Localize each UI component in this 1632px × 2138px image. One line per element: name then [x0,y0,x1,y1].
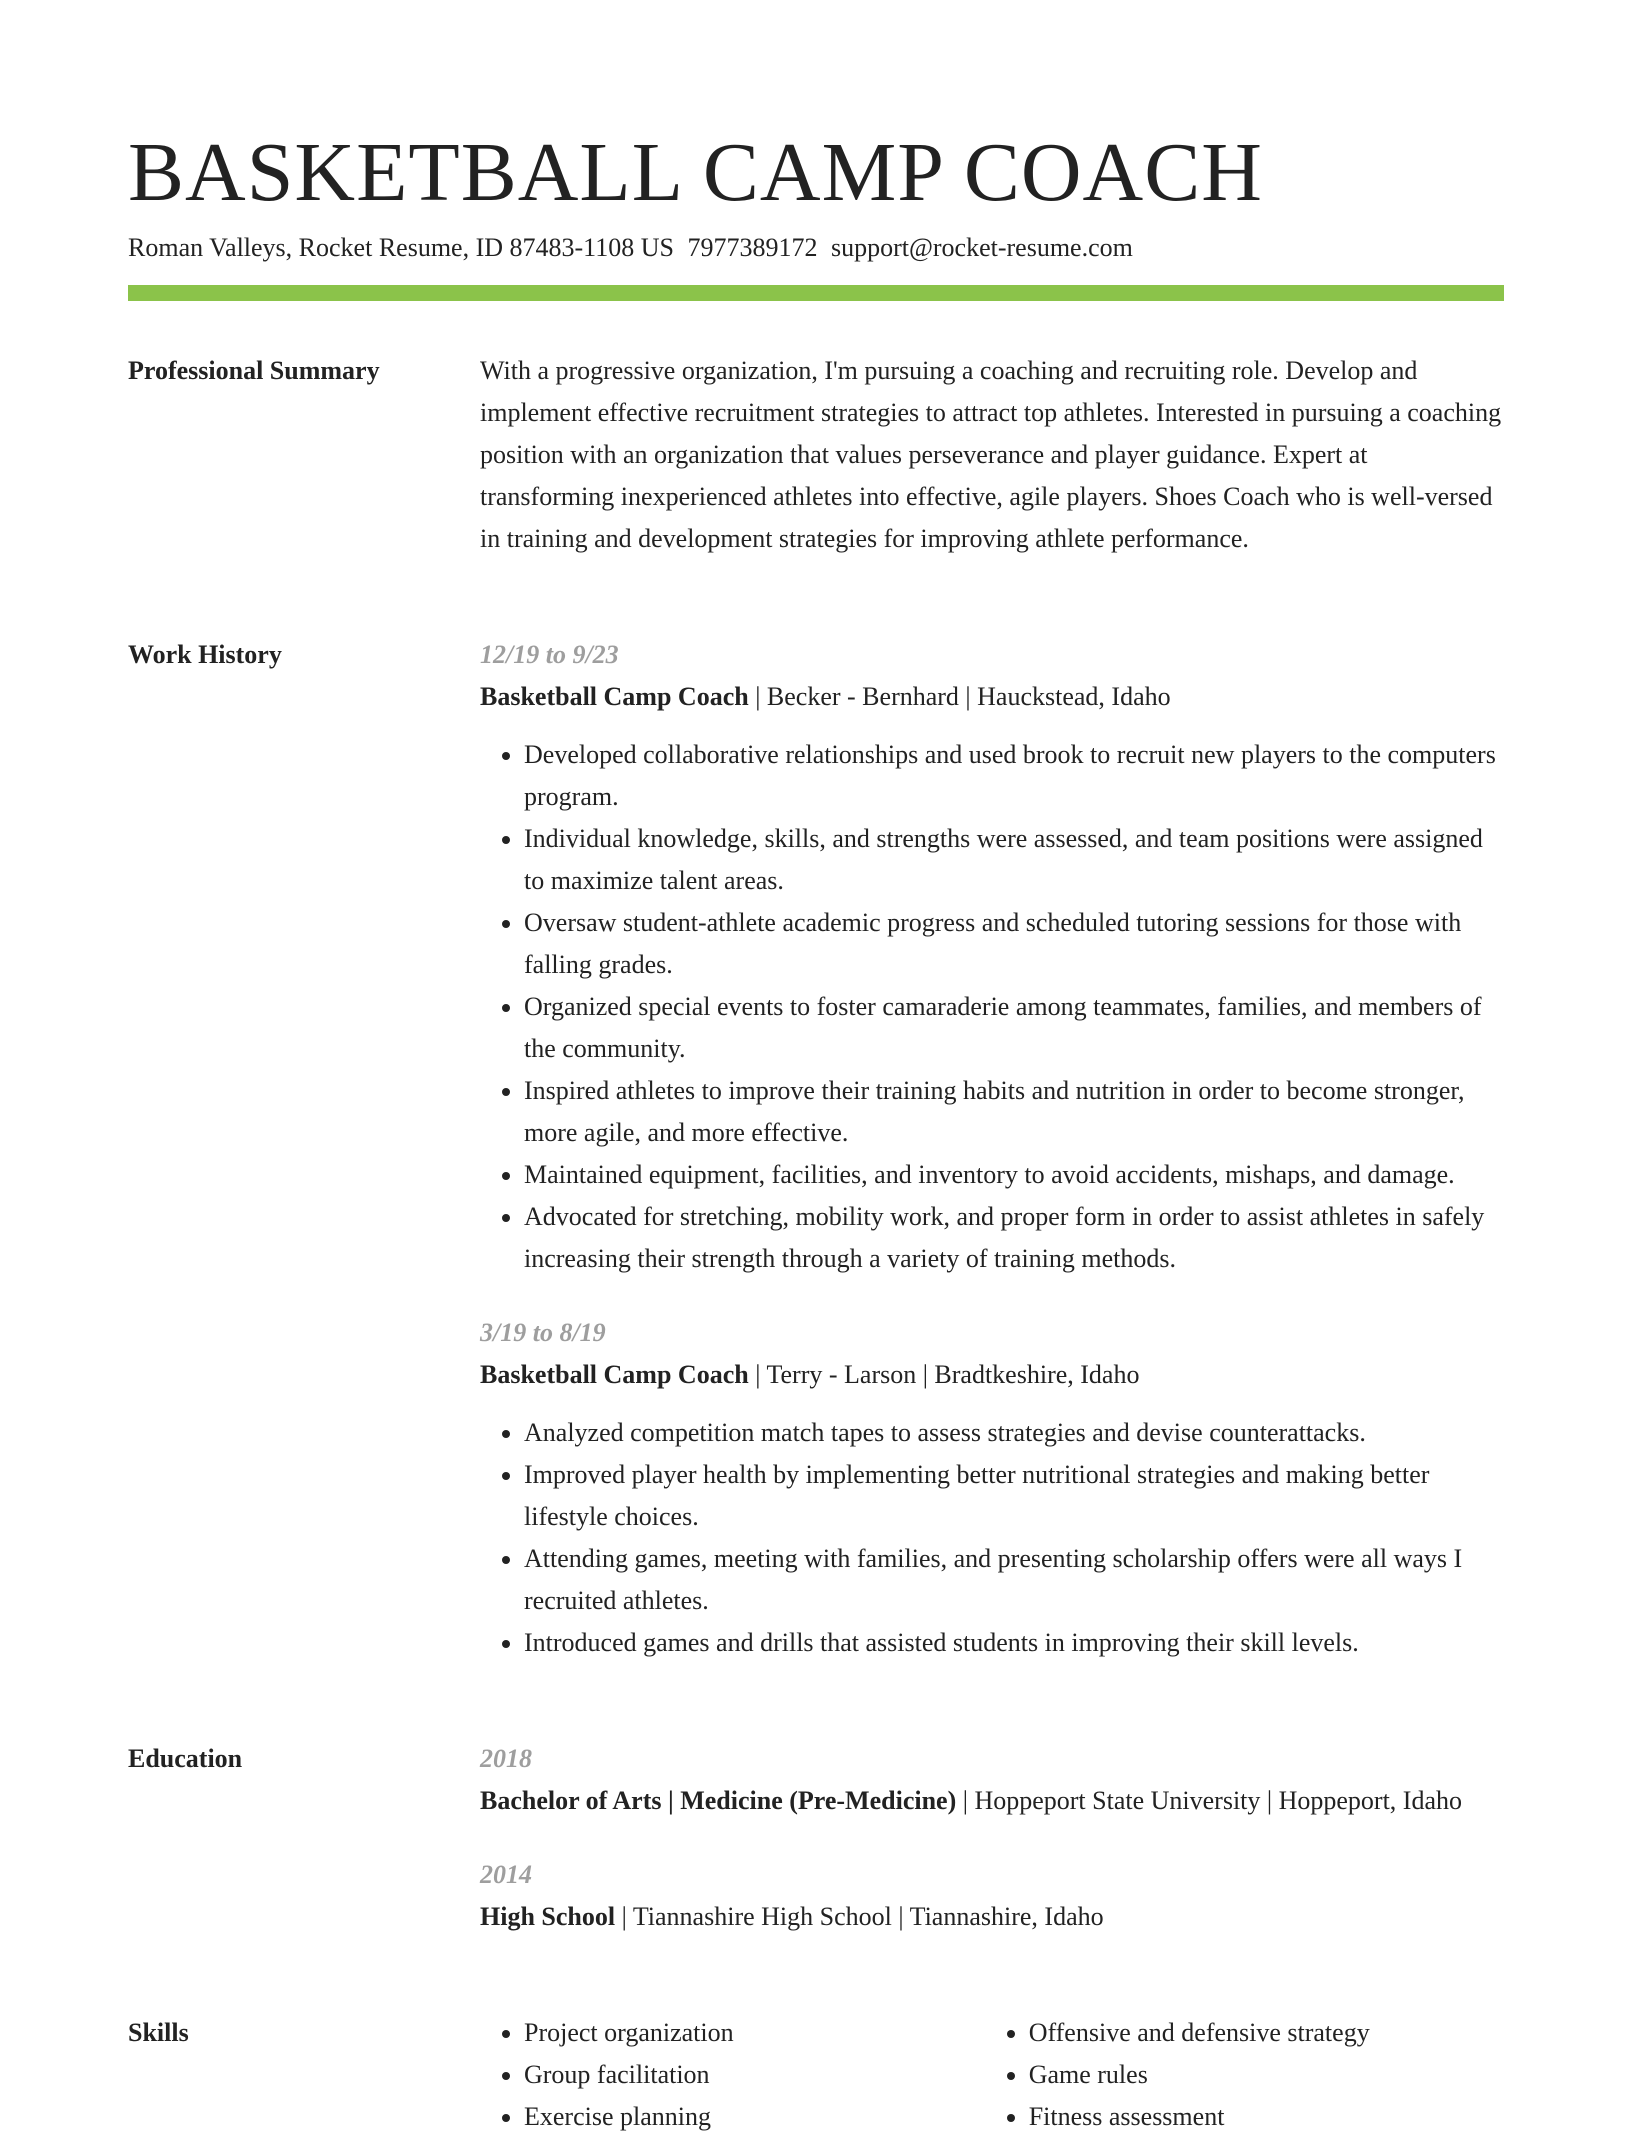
section-heading-education: Education [128,1744,243,1773]
contact-address: Roman Valleys, Rocket Resume, ID 87483-1108 US [128,233,674,262]
section-heading-skills: Skills [128,2018,189,2047]
list-item: • Individual knowledge, skills, and strengths were assessed, and team positions were assigned to maximize talent areas. [524,818,1504,902]
list-item: • Offensive and defensive strategy [1029,2012,1504,2054]
list-item: • Game rules [1029,2054,1504,2096]
list-item: • Analyzed competition match tapes to assess strategies and devise counterattacks. [524,1412,1504,1454]
section-heading-summary: Professional Summary [128,356,380,385]
list-item: • Improved player health by implementing better nutritional strategies and making better lifestyle choices. [524,1454,1504,1538]
job-heading [480,1354,1504,1396]
job-dates: 12/19 to 9/23 [480,640,619,669]
skills-body [480,2012,1504,2138]
job-entry [480,634,1504,1280]
education-heading [480,1896,1504,1938]
skills-list-right [985,2012,1504,2138]
summary-body [480,350,1504,560]
job-employer-location: | Terry - Larson | Bradtkeshire, Idaho [748,1360,1140,1389]
education-heading [480,1780,1504,1822]
list-item: • Fitness assessment [1029,2096,1504,2138]
list-item: • Developed collaborative relationships and used brook to recruit new players to the computers program. [524,734,1504,818]
education-entry [480,1738,1504,1822]
work-history-body [480,634,1504,1664]
list-item: • Attending games, meeting with families, and presenting scholarship offers were all ways I recruited athletes. [524,1538,1504,1622]
contact-phone: 7977389172 [687,233,818,262]
job-title: Basketball Camp Coach [480,1360,749,1389]
education-entry [480,1854,1504,1938]
education-year: 2018 [480,1744,532,1773]
school-location: | Hoppeport State University | Hoppeport, Idaho [956,1786,1463,1815]
section-heading-work-history: Work History [128,640,282,669]
summary-text: With a progressive organization, I'm pursuing a coaching and recruiting role. Develop and implement effective recruitment strategies to attract top athletes. Interested in pursuing a coaching position with an organization that values perseverance and player guidance. Expert at transforming inexperienced athletes into effective, agile players. Shoes Coach who is well-versed in training and development strategies for improving athlete performance. [480,356,1502,553]
job-employer-location: | Becker - Bernhard | Hauckstead, Idaho [748,682,1171,711]
list-item: • Introduced games and drills that assisted students in improving their skill levels. [524,1622,1504,1664]
job-bullet-list [480,1412,1504,1664]
job-dates: 3/19 to 8/19 [480,1318,606,1347]
list-item: • Maintained equipment, facilities, and inventory to avoid accidents, mishaps, and damage. [524,1154,1504,1196]
school-location: | Tiannashire High School | Tiannashire, Idaho [615,1902,1104,1931]
skills-list-left [480,2012,985,2138]
list-item: • Project organization [524,2012,985,2054]
degree-title: High School [480,1902,616,1931]
job-entry [480,1312,1504,1664]
list-item: • Exercise planning [524,2096,985,2138]
degree-title: Bachelor of Arts | Medicine (Pre-Medicine) [480,1786,957,1815]
contact-email[interactable]: support@rocket-resume.com [830,233,1133,262]
job-title: Basketball Camp Coach [480,682,749,711]
job-bullet-list [480,734,1504,1280]
list-item: • Inspired athletes to improve their training habits and nutrition in order to become stronger, more agile, and more effective. [524,1070,1504,1154]
candidate-name: BASKETBALL CAMP COACH [128,126,1263,219]
job-heading [480,676,1504,718]
header-divider [128,285,1504,301]
education-body [480,1738,1504,1938]
list-item: • Oversaw student-athlete academic progress and scheduled tutoring sessions for those with falling grades. [524,902,1504,986]
education-year: 2014 [480,1860,532,1889]
contact-line [128,230,1133,266]
list-item: • Advocated for stretching, mobility work, and proper form in order to assist athletes in safely increasing their strength through a variety of training methods. [524,1196,1504,1280]
list-item: • Organized special events to foster camaraderie among teammates, families, and members of the community. [524,986,1504,1070]
list-item: • Group facilitation [524,2054,985,2096]
